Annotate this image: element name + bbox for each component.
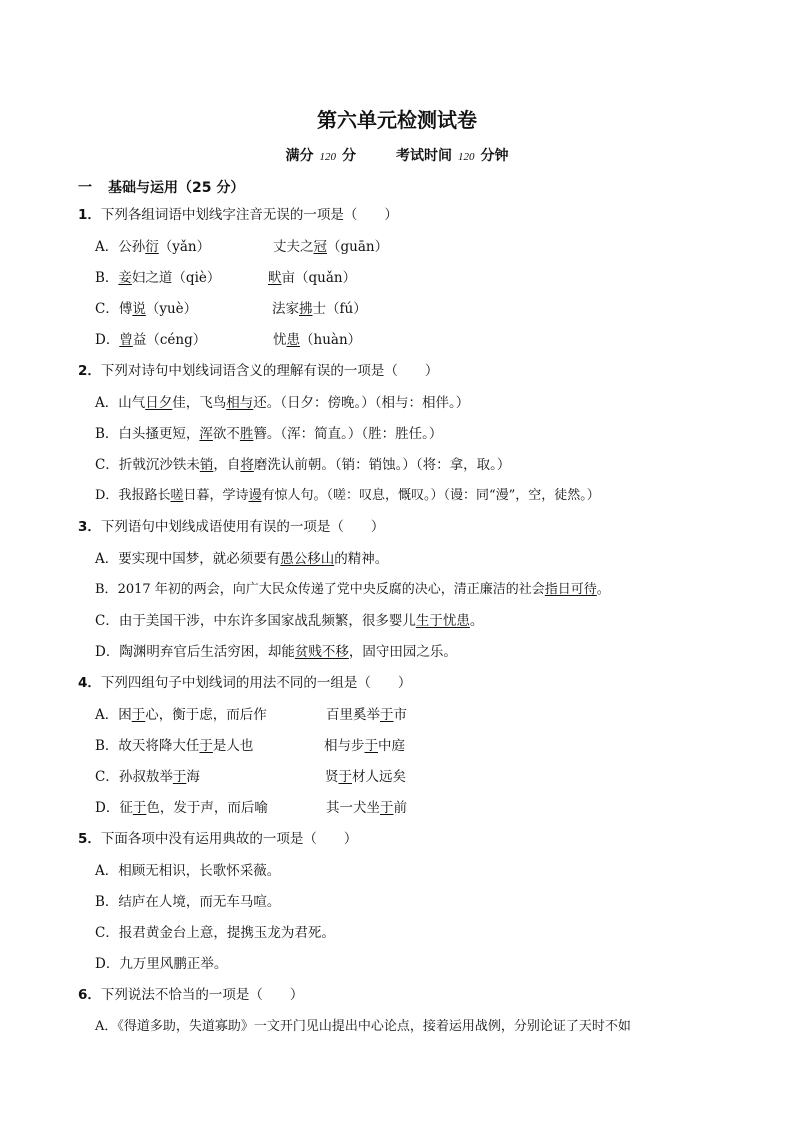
- q2-option-d: D．我报路长嗟日暮，学诗谩有惊人句。（嗟：叹息，慨叹。）（谩：同“漫”，空，徒然。）: [95, 488, 600, 503]
- q4-option-b: B．故天将降大任于是人也: [95, 738, 254, 754]
- question-stem: 下列四组句子中划线词的用法不同的一组是（ ）: [100, 675, 412, 691]
- question-4: 4．下列四组句子中划线词的用法不同的一组是（ ）: [78, 675, 412, 691]
- time-value: 120: [458, 151, 475, 163]
- score-unit: 分: [342, 148, 356, 164]
- q5-option-c: C．报君黄金台上意，提携玉龙为君死。: [95, 925, 335, 941]
- q2-option-a: A．山气日夕佳，飞鸟相与还。（日夕：傍晚。）（相与：相伴。）: [95, 395, 470, 411]
- q1-option-a: A．公孙衍（yǎn）: [95, 239, 211, 255]
- q1-option-c: C．傅说（yuè）: [95, 301, 198, 317]
- q1-option-a-second: 丈夫之冠（guān）: [273, 239, 389, 255]
- score-label: 满分: [285, 148, 314, 164]
- q2-option-b: B．白头搔更短，浑欲不胜簪。（浑：简直。）（胜：胜任。）: [95, 426, 443, 442]
- page-title: 第六单元检测试卷: [317, 108, 477, 132]
- q3-option-c: C．由于美国干涉，中东许多国家战乱频繁，很多婴儿生于忧患。: [95, 613, 484, 629]
- question-2: 2．下列对诗句中划线词语含义的理解有误的一项是（ ）: [78, 363, 439, 379]
- q1-option-b-second: 畎亩（quǎn）: [268, 270, 357, 286]
- q4-option-a: A．困于心，衡于虑，而后作: [95, 707, 267, 723]
- section-title: 基础与运用（25 分）: [108, 180, 245, 196]
- question-stem: 下列语句中划线成语使用有误的一项是（ ）: [100, 519, 385, 535]
- section-heading: [78, 177, 244, 197]
- question-1: 1．下列各组词语中划线字注音无误的一项是（ ）: [78, 207, 398, 223]
- q3-option-b: B．2017 年初的两会，向广大民众传递了党中央反腐的决心，清正廉洁的社会指日可待。: [95, 582, 610, 597]
- question-stem: 下面各项中没有运用典故的一项是（ ）: [100, 831, 358, 847]
- question-5: 5．下面各项中没有运用典故的一项是（ ）: [78, 831, 358, 847]
- question-stem: 下列说法不恰当的一项是（ ）: [100, 987, 304, 1003]
- q4-option-d: D．征于色，发于声，而后喻: [95, 800, 268, 816]
- q1-option-b: B．妾妇之道（qiè）: [95, 270, 221, 286]
- time-label: 考试时间: [396, 148, 452, 164]
- q4-option-a-second: 百里奚举于市: [326, 707, 407, 723]
- question-stem: 下列对诗句中划线词语含义的理解有误的一项是（ ）: [100, 363, 439, 379]
- score-value: 120: [319, 151, 336, 163]
- q2-option-c: C．折戟沉沙铁未销，自将磨洗认前朝。（销：销蚀。）（将：拿，取。）: [95, 457, 511, 473]
- q1-option-c-second: 法家拂士（fú）: [272, 301, 367, 317]
- q1-option-d-second: 忧患（huàn）: [273, 332, 362, 348]
- exam-info: [0, 145, 794, 165]
- q3-option-d: D．陶渊明弃官后生活穷困，却能贫贱不移，固守田园之乐。: [95, 644, 457, 660]
- q5-option-a: A．相顾无相识，长歌怀采薇。: [95, 863, 281, 879]
- question-stem: 下列各组词语中划线字注音无误的一项是（ ）: [100, 207, 398, 223]
- q5-option-d: D．九万里风鹏正举。: [95, 956, 228, 972]
- question-3: 3．下列语句中划线成语使用有误的一项是（ ）: [78, 519, 385, 535]
- section-number: 一: [78, 180, 92, 196]
- q4-option-d-second: 其一犬坐于前: [326, 800, 407, 816]
- time-unit: 分钟: [480, 148, 509, 164]
- q1-option-d: D．曾益（céng）: [95, 332, 207, 348]
- q3-option-a: A．要实现中国梦，就必须要有愚公移山的精神。: [95, 551, 389, 567]
- q4-option-b-second: 相与步于中庭: [324, 738, 405, 754]
- q4-option-c-second: 贤于材人远矣: [325, 769, 406, 785]
- q5-option-b: B．结庐在人境，而无车马喧。: [95, 894, 281, 910]
- question-6: 6．下列说法不恰当的一项是（ ）: [78, 987, 304, 1003]
- q6-option-a: A．《得道多助，失道寡助》一文开门见山提出中心论点，接着运用战例，分别论证了天时不如: [95, 1019, 631, 1034]
- q4-option-c: C．孙叔敖举于海: [95, 769, 200, 785]
